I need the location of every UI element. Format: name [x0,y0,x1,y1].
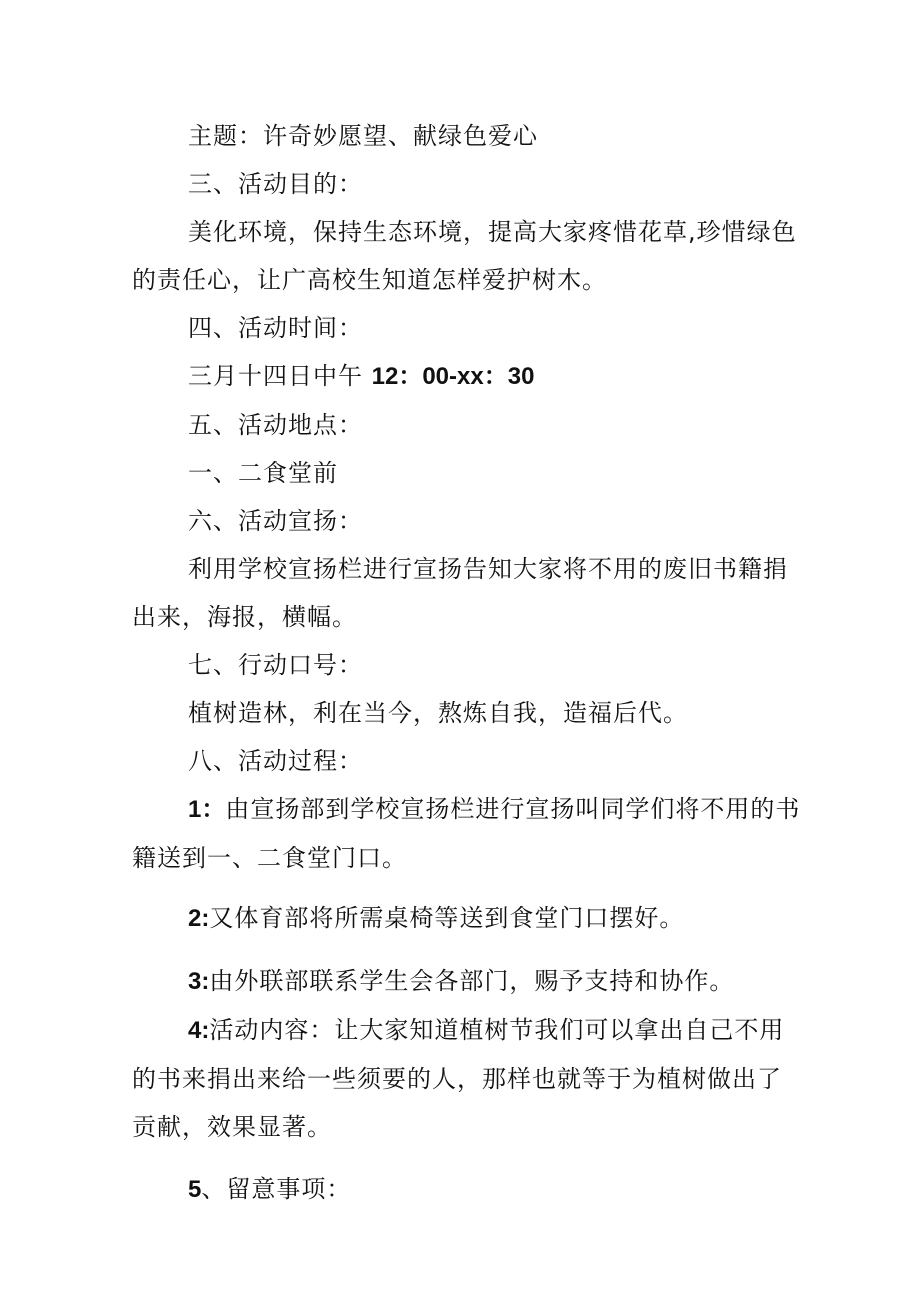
section-6-body: 利用学校宣扬栏进行宣扬告知大家将不用的废旧书籍捐出来，海报，横幅。 [132,555,788,631]
step-number: 5 [188,1176,202,1203]
step-number: 4: [188,1017,210,1044]
step-text: 、留意事项： [201,1175,352,1203]
time-prefix: 三月十四日中午 [188,362,363,390]
section-7-heading: 七、行动口号： [188,651,363,679]
section-8-heading: 八、活动过程： [188,747,363,775]
section-7-body: 植树造林，利在当今，熬炼自我，造福后代。 [188,699,688,727]
step-text: 由外联部联系学生会各部门，赐予支持和协作。 [209,967,735,995]
section-5-body: 一、二食堂前 [188,459,338,487]
section-3-heading: 三、活动目的： [188,170,363,198]
step-4 [132,1006,802,1151]
document-body [132,112,802,1214]
step-3 [132,957,802,1006]
step-number: 3: [188,968,210,995]
step-number: 1： [188,796,226,823]
step-1 [132,785,802,882]
theme-line: 主题：许奇妙愿望、献绿色爱心 [188,122,538,150]
section-4-body [132,352,802,401]
step-5 [132,1165,802,1214]
step-text: 活动内容：让大家知道植树节我们可以拿出自己不用的书来捐出来给一些须要的人，那样也就等于为植树做出了贡献，效果显著。 [132,1016,785,1141]
time-range: 12：00-xx：30 [371,363,535,390]
step-text: 又体育部将所需桌椅等送到食堂门口摆好。 [209,904,685,932]
section-5-heading: 五、活动地点： [188,411,363,439]
step-2 [132,894,802,943]
section-4-heading: 四、活动时间： [188,314,363,342]
section-3-body: 美化环境，保持生态环境，提高大家疼惜花草,珍惜绿色的责任心，让广高校生知道怎样爱护树木。 [132,218,797,294]
step-number: 2: [188,905,210,932]
step-text: 由宣扬部到学校宣扬栏进行宣扬叫同学们将不用的书籍送到一、二食堂门口。 [132,795,801,872]
section-6-heading: 六、活动宣扬： [188,507,363,535]
